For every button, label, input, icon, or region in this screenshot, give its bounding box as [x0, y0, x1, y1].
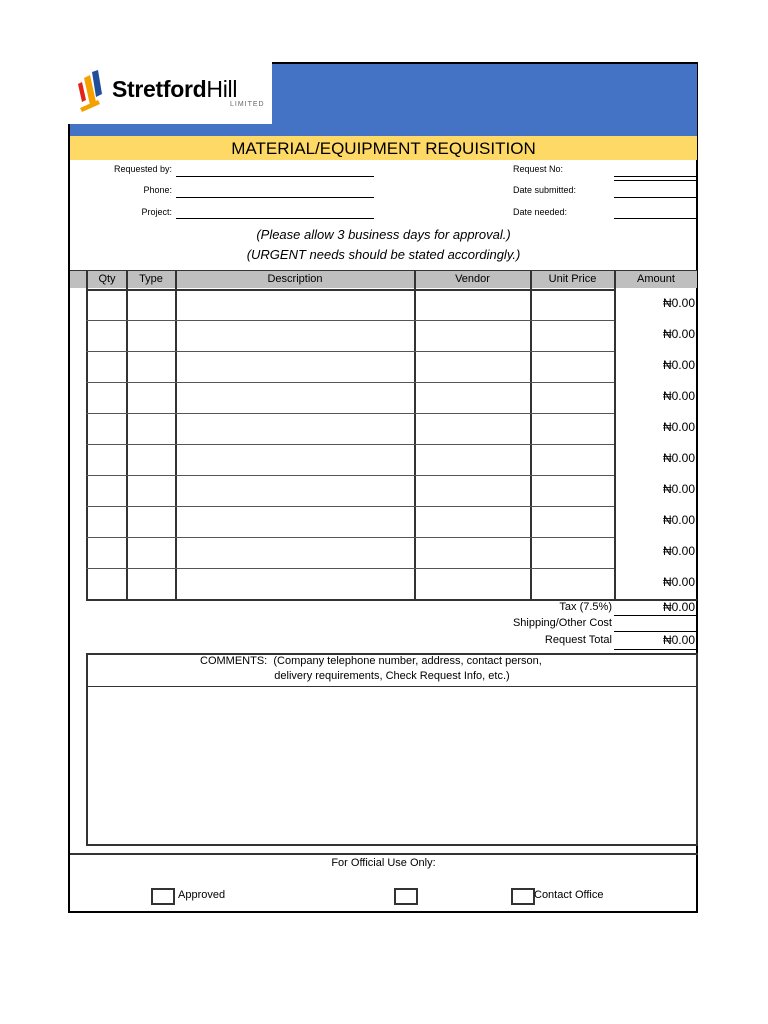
- approval-note: (Please allow 3 business days for approval.): [256, 227, 511, 242]
- contact-office-checkbox[interactable]: [511, 888, 535, 905]
- row-amount: ₦0.00: [662, 513, 695, 527]
- comments-label: COMMENTS:: [200, 655, 268, 667]
- brand-name-bold: Stretford: [112, 76, 207, 102]
- urgent-note: (URGENT needs should be stated accordingly.): [246, 247, 521, 262]
- brand-name-light: Hill: [206, 76, 238, 102]
- row-amount: ₦0.00: [662, 482, 695, 496]
- col-amount: Amount: [637, 273, 675, 285]
- tax-label: Tax (7.5%): [559, 601, 612, 613]
- table-row[interactable]: [86, 320, 697, 351]
- project-label: Project:: [141, 207, 172, 217]
- table-row[interactable]: [86, 568, 697, 599]
- col-vendor: Vendor: [455, 273, 490, 285]
- phone-field[interactable]: [176, 197, 374, 198]
- official-title: For Official Use Only:: [331, 857, 436, 869]
- col-unit-price: Unit Price: [548, 273, 597, 285]
- middle-checkbox[interactable]: [394, 888, 418, 905]
- approved-checkbox[interactable]: [151, 888, 175, 905]
- date-submitted-field[interactable]: [614, 197, 697, 198]
- shipping-field[interactable]: [614, 631, 697, 632]
- contact-office-label: Contact Office: [534, 889, 604, 901]
- shipping-label: Shipping/Other Cost: [512, 617, 612, 629]
- date-submitted-label: Date submitted:: [513, 185, 577, 195]
- row-amount: ₦0.00: [662, 358, 695, 372]
- requested-by-field[interactable]: [176, 176, 374, 177]
- approved-label: Approved: [178, 889, 226, 901]
- row-amount: ₦0.00: [662, 575, 695, 589]
- date-needed-field[interactable]: [614, 218, 697, 219]
- total-underline: [614, 649, 697, 650]
- official-divider: [70, 853, 698, 855]
- comments-hint-2: delivery requirements, Check Request Info, etc.): [274, 670, 510, 682]
- col-type: Type: [139, 273, 163, 285]
- col-description: Description: [267, 273, 323, 285]
- request-no-label: Request No:: [513, 164, 564, 174]
- comments-hint-1: (Company telephone number, address, contact person,: [273, 655, 542, 667]
- row-amount: ₦0.00: [662, 296, 695, 310]
- tax-underline: [614, 615, 697, 616]
- table-row[interactable]: [86, 351, 697, 382]
- tax-value: ₦0.00: [662, 600, 695, 614]
- col-qty: Qty: [98, 273, 116, 285]
- date-needed-label: Date needed:: [513, 207, 568, 217]
- comments-heading: [200, 655, 542, 667]
- requested-by-label: Requested by:: [113, 164, 172, 174]
- request-no-underline: [614, 180, 697, 181]
- row-amount: ₦0.00: [662, 327, 695, 341]
- row-amount: ₦0.00: [662, 420, 695, 434]
- row-amount: ₦0.00: [662, 544, 695, 558]
- logo-mark-icon: [76, 70, 102, 114]
- form-title: MATERIAL/EQUIPMENT REQUISITION: [70, 136, 697, 160]
- table-row[interactable]: [86, 444, 697, 475]
- brand-name: [112, 76, 237, 103]
- comments-divider: [88, 686, 698, 687]
- table-row[interactable]: [86, 475, 697, 506]
- row-amount: ₦0.00: [662, 389, 695, 403]
- total-value: ₦0.00: [662, 633, 695, 647]
- total-label: Request Total: [544, 634, 612, 646]
- phone-label: Phone:: [143, 185, 172, 195]
- table-row[interactable]: [86, 506, 697, 537]
- table-row[interactable]: [86, 537, 697, 568]
- brand-sub: LIMITED: [230, 101, 265, 108]
- row-amount: ₦0.00: [662, 451, 695, 465]
- project-field[interactable]: [176, 218, 374, 219]
- table-row[interactable]: [86, 289, 697, 320]
- table-row[interactable]: [86, 413, 697, 444]
- table-row[interactable]: [86, 382, 697, 413]
- request-no-field[interactable]: [614, 176, 697, 177]
